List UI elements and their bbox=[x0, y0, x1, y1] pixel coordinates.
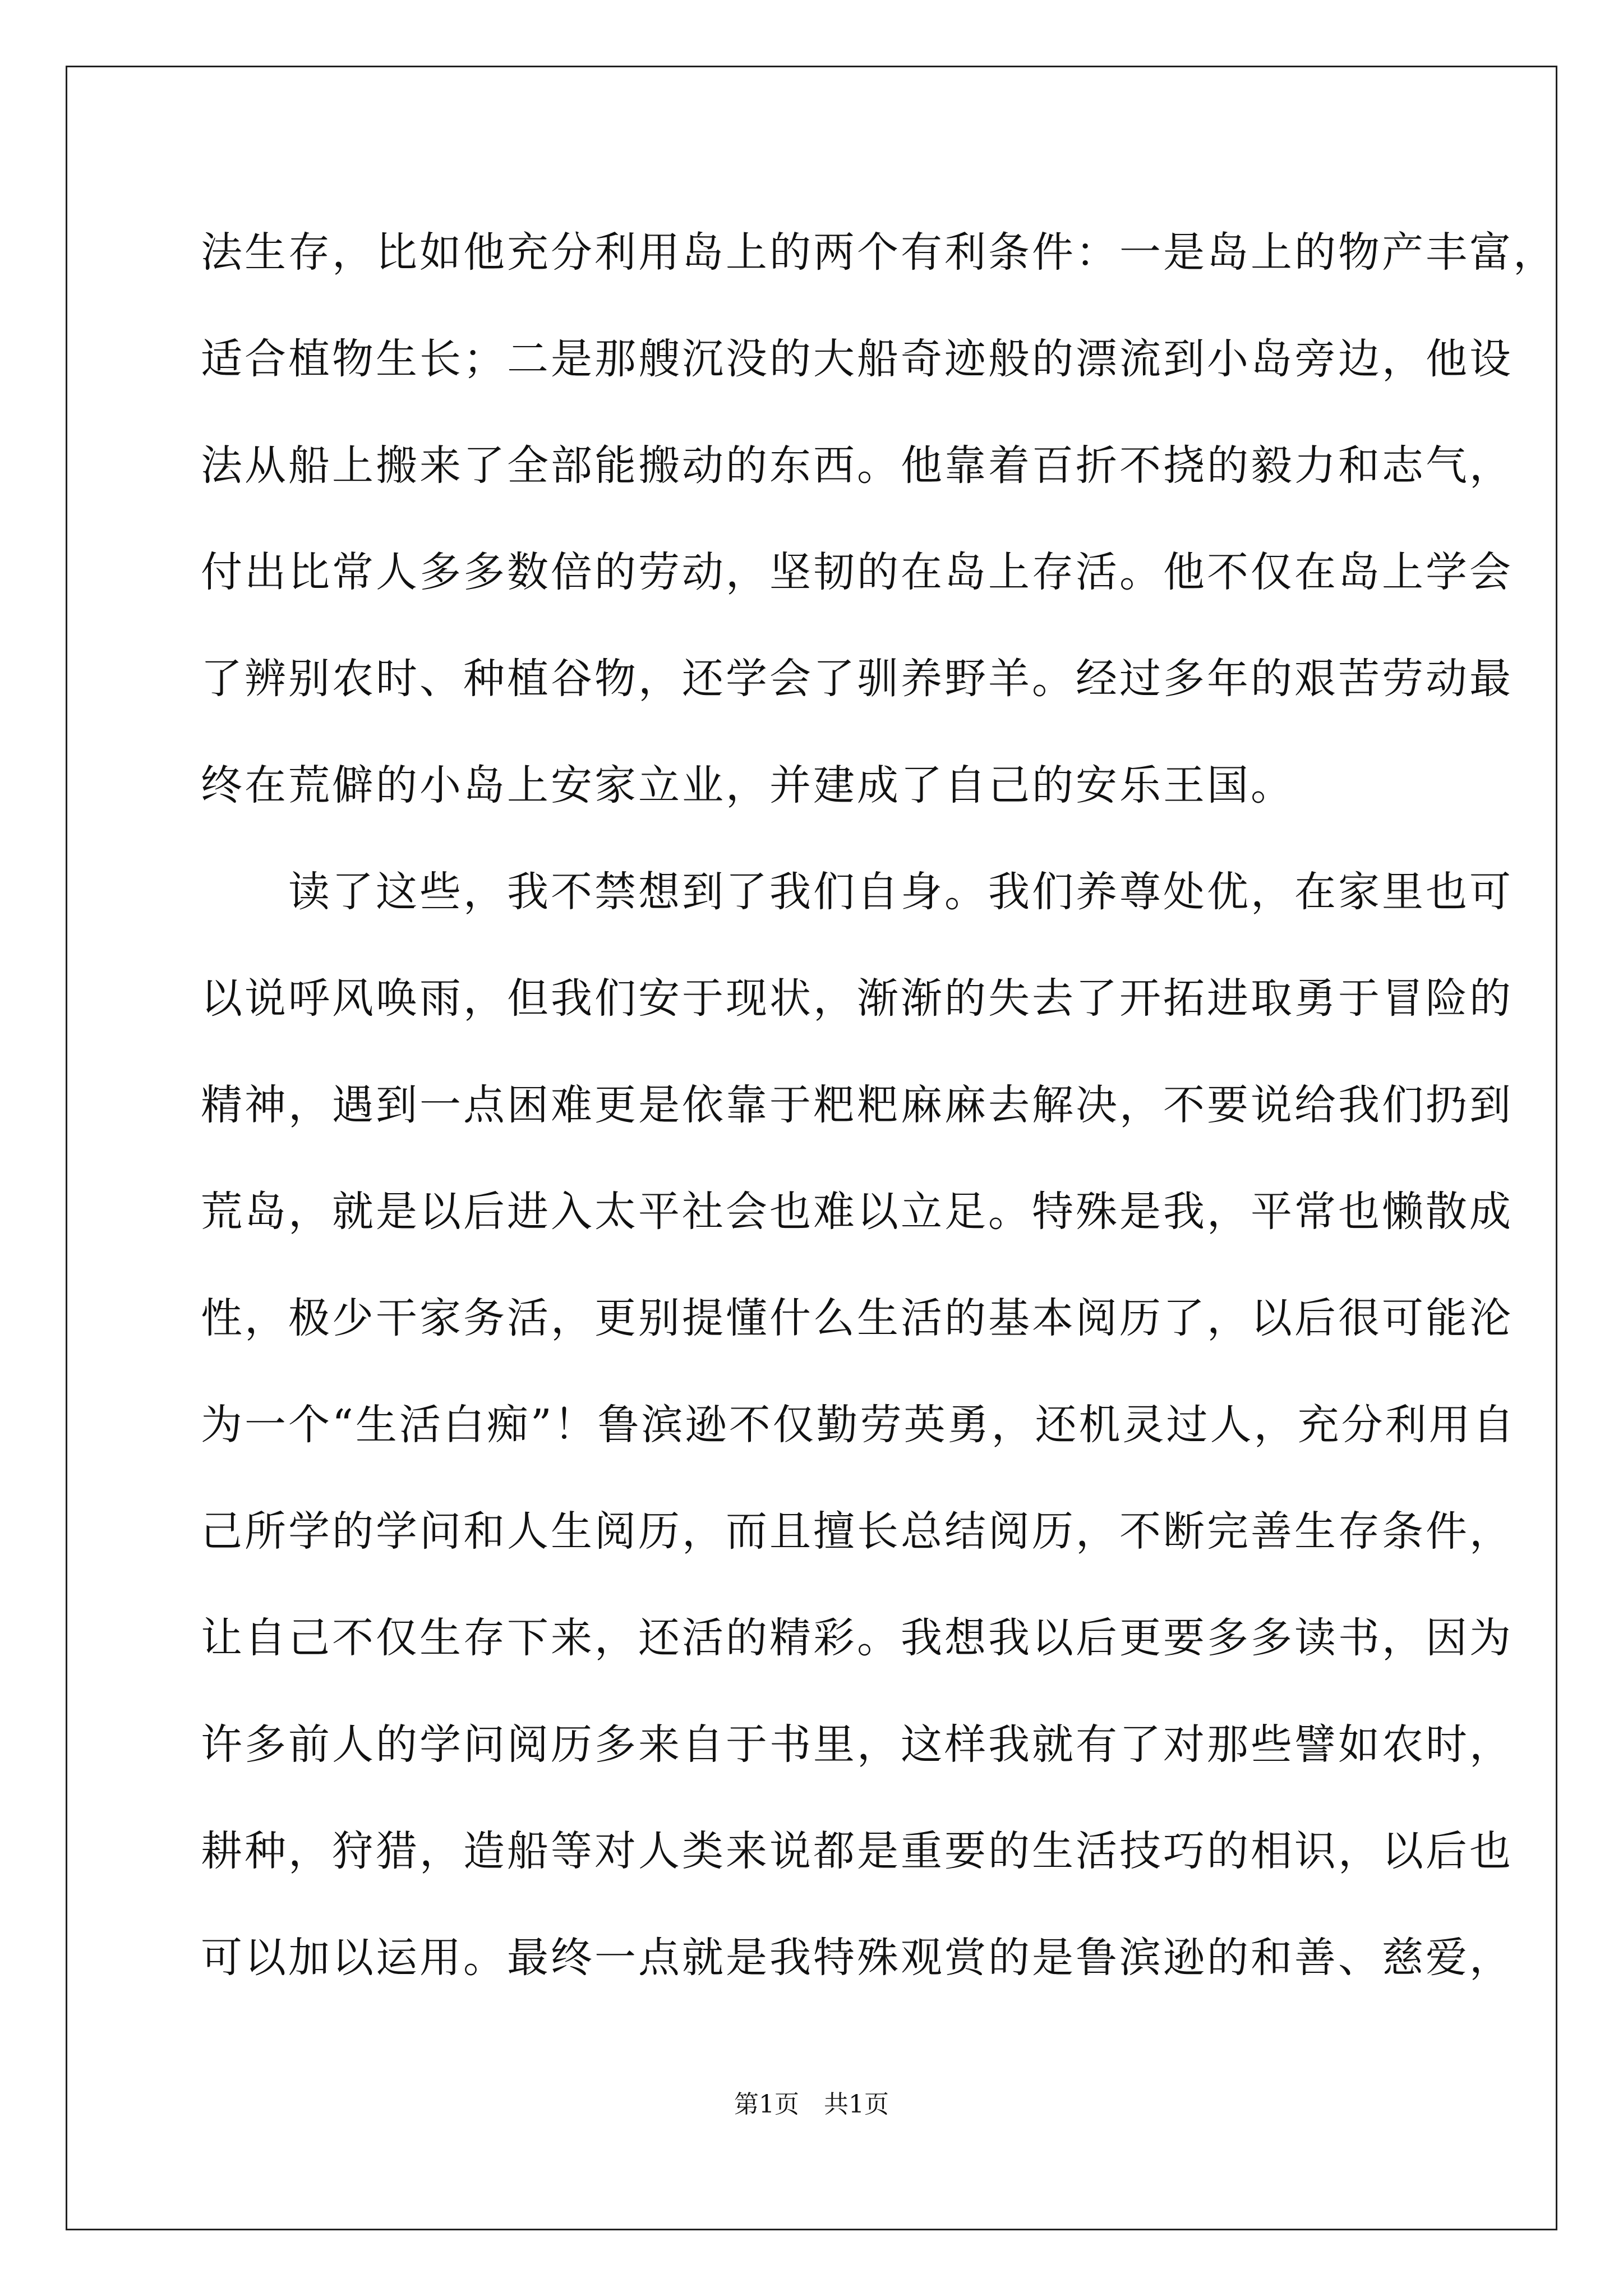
text-line: 让自己不仅生存下来，还活的精彩。我想我以后更要多多读书，因为 bbox=[201, 1614, 1513, 1662]
text-line: 荒岛，就是以后进入太平社会也难以立足。特殊是我，平常也懒散成 bbox=[201, 1188, 1513, 1236]
text-line: 付出比常人多多数倍的劳动，坚韧的在岛上存活。他不仅在岛上学会 bbox=[201, 548, 1513, 596]
text-line: 可以加以运用。最终一点就是我特殊观赏的是鲁滨逊的和善、慈爱， bbox=[201, 1934, 1513, 1982]
text-line: 法从船上搬来了全部能搬动的东西。他靠着百折不挠的毅力和志气， bbox=[201, 441, 1513, 490]
text-line: 读了这些，我不禁想到了我们自身。我们养尊处优，在家里也可 bbox=[201, 868, 1513, 916]
page-footer: 第1页 共1页 bbox=[734, 2090, 889, 2119]
text-line: 己所学的学问和人生阅历，而且擅长总结阅历，不断完善生存条件， bbox=[201, 1507, 1513, 1556]
text-line: 终在荒僻的小岛上安家立业，并建成了自己的安乐王国。 bbox=[201, 761, 1294, 809]
text-line: 精神，遇到一点困难更是依靠于粑粑麻麻去解决，不要说给我们扔到 bbox=[201, 1081, 1513, 1129]
text-line: 法生存，比如他充分利用岛上的两个有利条件：一是岛上的物产丰富， bbox=[201, 228, 1557, 277]
text-line: 了辨别农时、种植谷物，还学会了驯养野羊。经过多年的艰苦劳动最 bbox=[201, 655, 1513, 703]
text-line: 以说呼风唤雨，但我们安于现状，渐渐的失去了开拓进取勇于冒险的 bbox=[201, 974, 1513, 1023]
text-line: 耕种，狩猎，造船等对人类来说都是重要的生活技巧的相识，以后也 bbox=[201, 1827, 1513, 1875]
text-line: 许多前人的学问阅历多来自于书里，这样我就有了对那些譬如农时， bbox=[201, 1720, 1513, 1769]
text-line: 为一个“生活白痴”！鲁滨逊不仅勤劳英勇，还机灵过人，充分利用自 bbox=[201, 1401, 1516, 1449]
text-line: 性，极少干家务活，更别提懂什么生活的基本阅历了，以后很可能沦 bbox=[201, 1294, 1513, 1342]
text-line: 适合植物生长；二是那艘沉没的大船奇迹般的漂流到小岛旁边，他设 bbox=[201, 335, 1513, 383]
